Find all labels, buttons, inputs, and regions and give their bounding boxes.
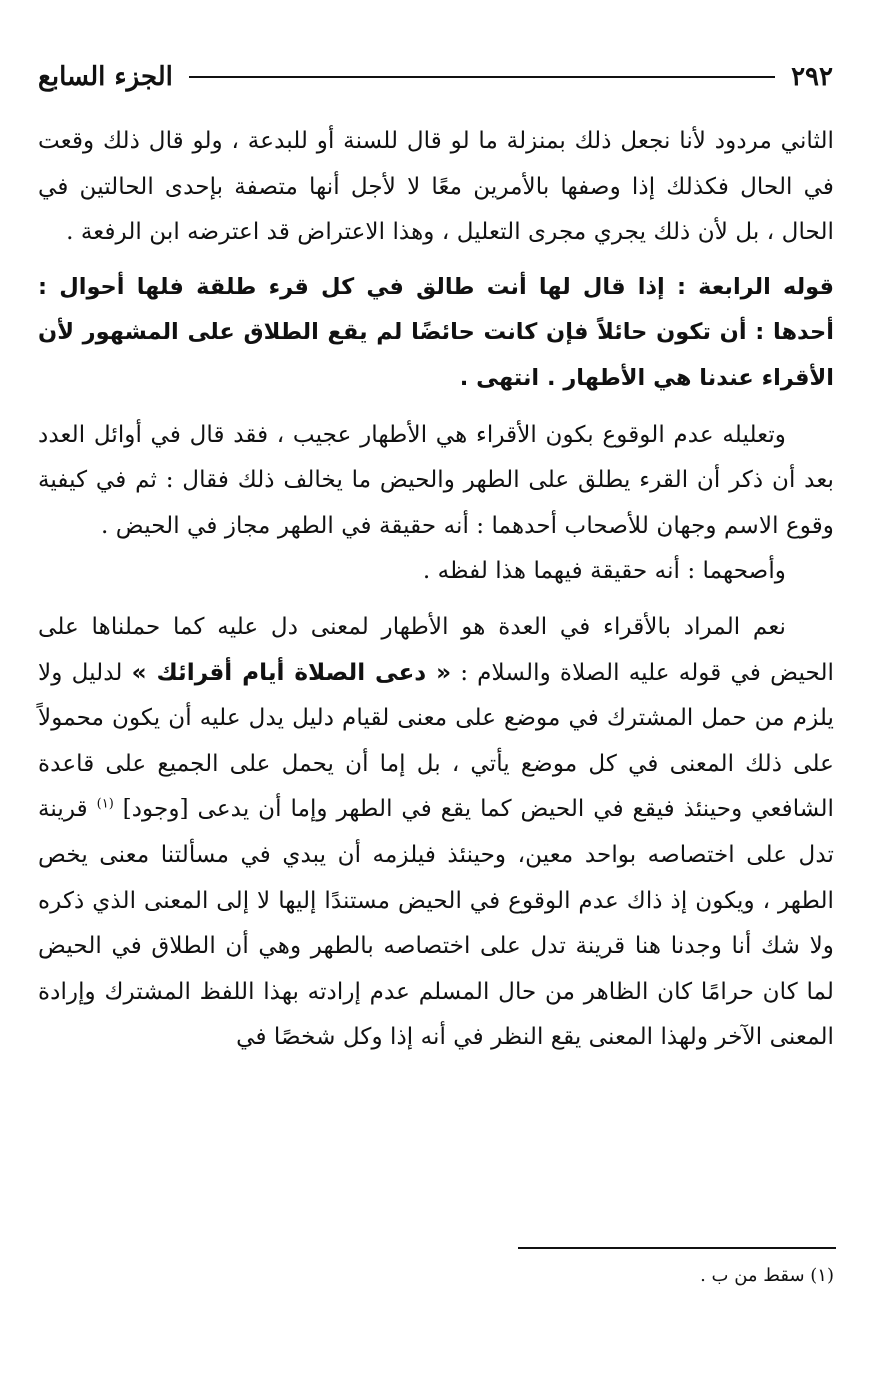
paragraph-5-end: قرينة تدل على اختصاصه بواحد معين، وحينئذ فيلزمه أن يبدي في مسألتنا معنى يخص الطهر ، ويكون إذ ذاك عدم الوقوع في الحيض مستندًا إليها لا إلى المعنى الذي ذكره ولا شك أنا وجدنا هنا قرينة تدل على اختصاصه بالطهر وهي أن الطلاق في الحيض لما كان حرامًا كان الظاهر من حال المسلم عدم إرادته بهذا اللفظ المشترك وإرادة المعنى الآخر ولهذا المعنى يقع النظر في أنه إذا وكل شخصًا في (38, 795, 834, 1051)
page-number: ٢٩٢ (791, 62, 833, 92)
quoted-paragraph: قوله الرابعة : إذا قال لها أنت طالق في كل قرء طلقة فلها أحوال : أحدها : أن تكون حائلاً فإن كانت حائضًا لم يقع الطلاق على المشهور لأن الأقراء عندنا هي الأطهار . انتهى . (38, 273, 834, 391)
paragraph-5-middle: لدليل ولا يلزم من حمل المشترك في موضع على معنى لقيام دليل يدل عليه أن يكون محمولاً على ذلك المعنى في كل موضع يأتي ، بل إما أن يحمل على الجميع على قاعدة الشافعي وحينئذ فيقع في الحيض كما يقع في الطهر وإما أن يدعى [وجود] (38, 658, 835, 823)
paragraph-5 (38, 604, 834, 1060)
body-text (38, 118, 834, 1060)
footnote-reference: (١) (96, 796, 114, 812)
header-rule (189, 76, 775, 78)
part-title: الجزء السابع (38, 62, 173, 92)
paragraph-1: الثاني مردود لأنا نجعل ذلك بمنزلة ما لو قال للسنة أو للبدعة ، ولو قال ذلك وقعت في الحال فكذلك إذا وصفها بالأمرين معًا لا لأجل أنها متصفة بإحدى الحالتين في الحال ، بل لأن ذلك يجري مجرى التعليل ، وهذا الاعتراض قد اعترضه ابن الرفعة . (38, 127, 834, 246)
paragraph-4: وأصحهما : أنه حقيقة فيهما هذا لفظه . (422, 557, 786, 585)
hadith-quote: « دعى الصلاة أيام أقرائك » (131, 658, 452, 686)
footnote-rule (518, 1247, 836, 1249)
paragraph-5-start: نعم المراد بالأقراء في العدة هو الأطهار لمعنى دل عليه كما حملناها على الحيض في قوله عليه الصلاة والسلام : (38, 612, 834, 686)
footnote: (١) سقط من ب . (700, 1265, 834, 1286)
paragraph-3: وتعليله عدم الوقوع بكون الأقراء هي الأطهار عجيب ، فقد قال في أوائل العدد بعد أن ذكر أن القرء يطلق على الطهر والحيض ما يخالف ذلك فقال : ثم في كيفية وقوع الاسم وجهان للأصحاب أحدهما : أنه حقيقة في الطهر مجاز في الحيض . (38, 420, 834, 539)
page-header (38, 52, 833, 102)
